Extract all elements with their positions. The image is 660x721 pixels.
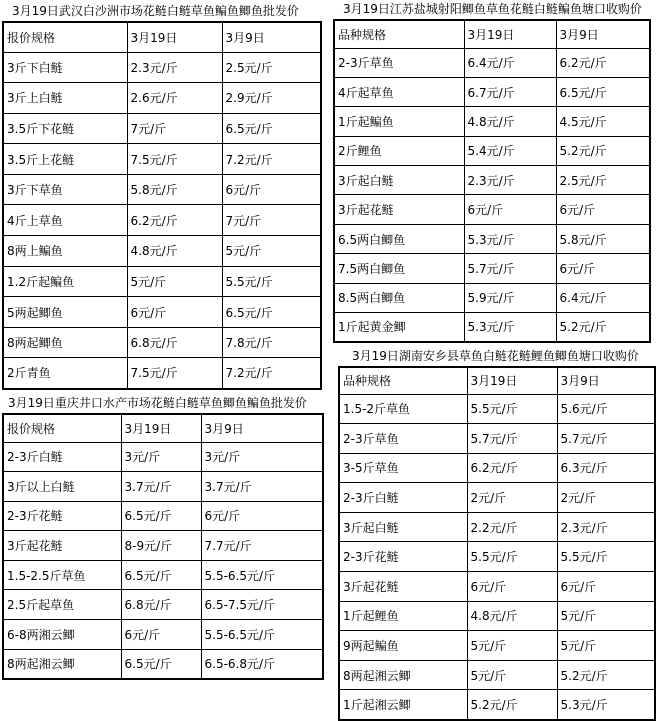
table-row — [3, 297, 321, 328]
price-cell: 5元/斤 — [467, 631, 557, 661]
table-row — [339, 424, 655, 454]
price-cell: 5.3元/斤 — [464, 224, 556, 253]
header-cell: 3月9日 — [222, 22, 321, 52]
price-cell: 5.2元/斤 — [557, 660, 655, 690]
wuhan-table-title: 3月19日武汉白沙洲市场花鲢白鲢草鱼鳊鱼鲫鱼批发价 — [12, 4, 299, 18]
hunan-table-title: 3月19日湖南安乡县草鱼白鲢花鲢鲤鱼鲫鱼塘口收购价 — [352, 349, 639, 363]
price-cell: 5.8元/斤 — [127, 174, 222, 205]
table-row — [3, 442, 323, 472]
table-row — [334, 195, 650, 224]
price-cell: 7.2元/斤 — [222, 144, 321, 175]
price-cell: 5.5元/斤 — [467, 542, 557, 572]
price-cell: 2.3元/斤 — [464, 166, 556, 195]
price-cell: 5元/斤 — [222, 236, 321, 267]
header-cell: 报价规格 — [3, 414, 121, 442]
price-cell: 2.5元/斤 — [556, 166, 650, 195]
price-cell: 2.3元/斤 — [127, 52, 222, 83]
table-row — [334, 136, 650, 165]
table-row — [3, 501, 323, 531]
price-cell: 6元/斤 — [127, 297, 222, 328]
price-cell: 3.7元/斤 — [121, 472, 201, 502]
price-cell: 7.7元/斤 — [201, 531, 323, 561]
header-cell: 3月19日 — [121, 414, 201, 442]
price-cell: 7.2元/斤 — [222, 358, 321, 389]
table-row — [339, 512, 655, 542]
price-cell: 6.7元/斤 — [464, 77, 556, 106]
price-cell: 7元/斤 — [127, 113, 222, 144]
spec-cell: 3斤上白鲢 — [3, 83, 127, 114]
spec-cell: 8两起湘云鲫 — [339, 660, 467, 690]
table-row — [3, 531, 323, 561]
price-cell: 6.8元/斤 — [127, 327, 222, 358]
price-cell: 3元/斤 — [201, 442, 323, 472]
spec-cell: 6-8两湘云鲫 — [3, 620, 121, 650]
price-cell: 2.6元/斤 — [127, 83, 222, 114]
table-row — [339, 394, 655, 424]
price-cell: 5元/斤 — [557, 631, 655, 661]
price-cell: 8-9元/斤 — [121, 531, 201, 561]
table-header-row — [334, 20, 650, 48]
table-row — [334, 77, 650, 106]
price-cell: 6元/斤 — [222, 174, 321, 205]
table-row — [339, 660, 655, 690]
price-cell: 6.5元/斤 — [121, 560, 201, 590]
price-cell: 6元/斤 — [556, 254, 650, 283]
price-cell: 5元/斤 — [127, 266, 222, 297]
price-cell: 6.5元/斤 — [222, 113, 321, 144]
price-cell: 5.2元/斤 — [556, 313, 650, 342]
table-row — [3, 620, 323, 650]
price-cell: 6.4元/斤 — [556, 283, 650, 312]
header-cell: 3月19日 — [467, 367, 557, 394]
price-cell: 6.8元/斤 — [121, 590, 201, 620]
table-row — [339, 631, 655, 661]
table-row — [339, 483, 655, 513]
price-cell: 6.5元/斤 — [121, 649, 201, 679]
spec-cell: 8两起鲫鱼 — [3, 327, 127, 358]
jiangsu-table-title: 3月19日江苏盐城射阳鲫鱼草鱼花鲢白鲢鳊鱼塘口收购价 — [343, 2, 642, 16]
price-cell: 6.5-7.5元/斤 — [201, 590, 323, 620]
price-cell: 4.8元/斤 — [464, 107, 556, 136]
spec-cell: 3.5斤下花鲢 — [3, 113, 127, 144]
spec-cell: 8两起湘云鲫 — [3, 649, 121, 679]
table-row — [3, 590, 323, 620]
chongqing-table-title: 3月19日重庆井口水产市场花鲢白鲢草鱼鲫鱼鳊鱼批发价 — [8, 396, 307, 410]
price-cell: 5元/斤 — [467, 660, 557, 690]
table-row — [339, 572, 655, 602]
spec-cell: 2-3斤白鲢 — [339, 483, 467, 513]
table-row — [339, 542, 655, 572]
price-cell: 5元/斤 — [557, 601, 655, 631]
spec-cell: 2-3斤花鲢 — [3, 501, 121, 531]
table-row — [334, 166, 650, 195]
price-cell: 5.3元/斤 — [557, 690, 655, 720]
table-row — [3, 472, 323, 502]
price-cell: 5.5-6.5元/斤 — [201, 560, 323, 590]
price-cell: 6元/斤 — [556, 195, 650, 224]
spec-cell: 2斤青鱼 — [3, 358, 127, 389]
price-cell: 6.3元/斤 — [557, 453, 655, 483]
table-row — [334, 224, 650, 253]
table-row — [3, 174, 321, 205]
table-row — [3, 266, 321, 297]
spec-cell: 1斤起湘云鲫 — [339, 690, 467, 720]
table-row — [3, 358, 321, 389]
table-row — [3, 205, 321, 236]
spec-cell: 2斤鲤鱼 — [334, 136, 464, 165]
price-cell: 5.2元/斤 — [556, 136, 650, 165]
table-row — [3, 327, 321, 358]
price-cell: 4.5元/斤 — [556, 107, 650, 136]
price-cell: 7.5元/斤 — [127, 144, 222, 175]
spec-cell: 7.5两白鲫鱼 — [334, 254, 464, 283]
table-row — [3, 236, 321, 267]
table-row — [3, 52, 321, 83]
spec-cell: 4斤上草鱼 — [3, 205, 127, 236]
spec-cell: 3斤起白鲢 — [339, 512, 467, 542]
price-cell: 5.8元/斤 — [556, 224, 650, 253]
spec-cell: 1斤起黄金鲫 — [334, 313, 464, 342]
spec-cell: 3斤以上白鲢 — [3, 472, 121, 502]
table-row — [3, 83, 321, 114]
spec-cell: 3斤起花鲢 — [3, 531, 121, 561]
price-cell: 6.5元/斤 — [121, 501, 201, 531]
spec-cell: 5两起鲫鱼 — [3, 297, 127, 328]
table-row — [334, 254, 650, 283]
table-row — [334, 107, 650, 136]
price-cell: 2.9元/斤 — [222, 83, 321, 114]
price-cell: 2.2元/斤 — [467, 512, 557, 542]
price-cell: 3元/斤 — [121, 442, 201, 472]
price-cell: 6.2元/斤 — [556, 48, 650, 77]
spec-cell: 6.5两白鲫鱼 — [334, 224, 464, 253]
price-cell: 5.2元/斤 — [467, 690, 557, 720]
spec-cell: 8两上鳊鱼 — [3, 236, 127, 267]
price-cell: 5.7元/斤 — [557, 424, 655, 454]
price-cell: 5.7元/斤 — [464, 254, 556, 283]
price-cell: 6元/斤 — [467, 572, 557, 602]
price-cell: 6.2元/斤 — [127, 205, 222, 236]
price-cell: 2元/斤 — [557, 483, 655, 513]
spec-cell: 3斤下草鱼 — [3, 174, 127, 205]
header-cell: 3月9日 — [201, 414, 323, 442]
header-cell: 3月9日 — [556, 20, 650, 48]
header-cell: 报价规格 — [3, 22, 127, 52]
jiangsu-price-table — [333, 19, 651, 343]
price-cell: 5.7元/斤 — [467, 424, 557, 454]
spec-cell: 3-5斤草鱼 — [339, 453, 467, 483]
header-cell: 品种规格 — [334, 20, 464, 48]
price-cell: 5.9元/斤 — [464, 283, 556, 312]
table-row — [339, 601, 655, 631]
price-cell: 7.5元/斤 — [127, 358, 222, 389]
price-cell: 6元/斤 — [121, 620, 201, 650]
chongqing-price-table — [2, 413, 324, 680]
price-cell: 6.4元/斤 — [464, 48, 556, 77]
spec-cell: 1.2斤起鳊鱼 — [3, 266, 127, 297]
spec-cell: 4斤起草鱼 — [334, 77, 464, 106]
spec-cell: 1.5-2斤草鱼 — [339, 394, 467, 424]
spec-cell: 2-3斤白鲢 — [3, 442, 121, 472]
spec-cell: 3斤下白鲢 — [3, 52, 127, 83]
price-cell: 6元/斤 — [464, 195, 556, 224]
price-cell: 5.6元/斤 — [557, 394, 655, 424]
price-cell: 6元/斤 — [201, 501, 323, 531]
price-cell: 5.5-6.5元/斤 — [201, 620, 323, 650]
price-cell: 6.5-6.8元/斤 — [201, 649, 323, 679]
table-header-row — [3, 22, 321, 52]
wuhan-price-table — [2, 21, 322, 390]
price-cell: 7元/斤 — [222, 205, 321, 236]
price-cell: 2元/斤 — [467, 483, 557, 513]
table-row — [339, 690, 655, 720]
header-cell: 品种规格 — [339, 367, 467, 394]
price-cell: 4.8元/斤 — [127, 236, 222, 267]
price-cell: 5.3元/斤 — [464, 313, 556, 342]
table-row — [3, 113, 321, 144]
table-row — [3, 144, 321, 175]
spec-cell: 1斤起鳊鱼 — [334, 107, 464, 136]
spec-cell: 1斤起鲤鱼 — [339, 601, 467, 631]
spec-cell: 2.5斤起草鱼 — [3, 590, 121, 620]
spec-cell: 2-3斤草鱼 — [334, 48, 464, 77]
spec-cell: 9两起鳊鱼 — [339, 631, 467, 661]
price-cell: 5.5元/斤 — [557, 542, 655, 572]
header-cell: 3月19日 — [127, 22, 222, 52]
price-cell: 5.4元/斤 — [464, 136, 556, 165]
price-cell: 6.5元/斤 — [556, 77, 650, 106]
price-cell: 3.7元/斤 — [201, 472, 323, 502]
spec-cell: 8.5两白鲫鱼 — [334, 283, 464, 312]
table-row — [3, 649, 323, 679]
price-cell: 5.5元/斤 — [222, 266, 321, 297]
price-cell: 6元/斤 — [557, 572, 655, 602]
price-cell: 6.2元/斤 — [467, 453, 557, 483]
table-row — [334, 313, 650, 342]
hunan-price-table — [338, 366, 656, 721]
price-cell: 2.5元/斤 — [222, 52, 321, 83]
price-cell: 2.3元/斤 — [557, 512, 655, 542]
table-row — [3, 560, 323, 590]
header-cell: 3月19日 — [464, 20, 556, 48]
table-header-row — [3, 414, 323, 442]
spec-cell: 3斤起白鲢 — [334, 166, 464, 195]
price-cell: 5.5元/斤 — [467, 394, 557, 424]
table-header-row — [339, 367, 655, 394]
price-cell: 6.5元/斤 — [222, 297, 321, 328]
table-row — [334, 283, 650, 312]
spec-cell: 2-3斤花鲢 — [339, 542, 467, 572]
price-cell: 4.8元/斤 — [467, 601, 557, 631]
spec-cell: 3.5斤上花鲢 — [3, 144, 127, 175]
price-cell: 7.8元/斤 — [222, 327, 321, 358]
header-cell: 3月9日 — [557, 367, 655, 394]
spec-cell: 2-3斤草鱼 — [339, 424, 467, 454]
table-row — [339, 453, 655, 483]
spec-cell: 3斤起花鲢 — [334, 195, 464, 224]
table-row — [334, 48, 650, 77]
spec-cell: 1.5-2.5斤草鱼 — [3, 560, 121, 590]
spec-cell: 3斤起花鲢 — [339, 572, 467, 602]
